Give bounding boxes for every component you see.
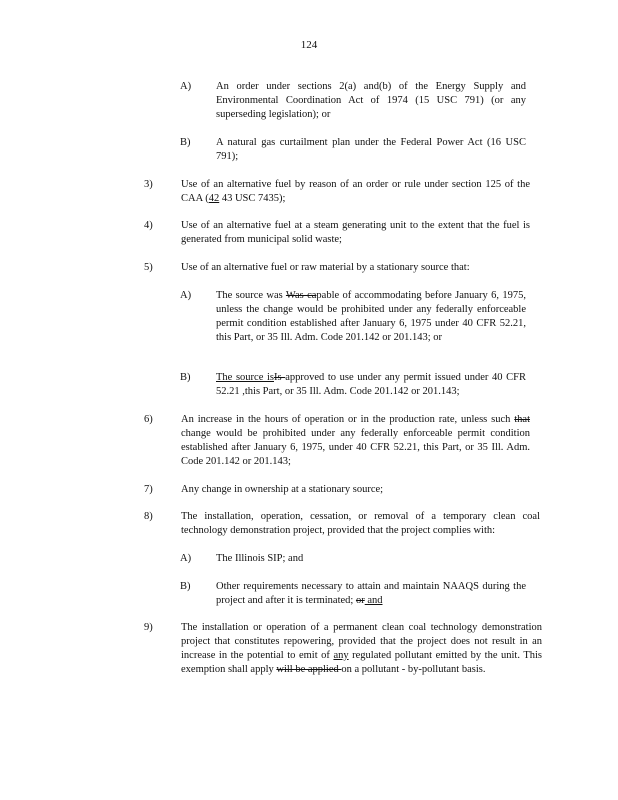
inserted-text: and <box>364 594 383 606</box>
text-part: approved to use under any permit issued under 40 CFR 52.21 ,this Part, or 35 Ill. Adm. Code 201.142 or 201.143; <box>216 372 527 397</box>
item-text: Use of an alternative fuel at a steam generating unit to the extent that the fuel is generated from municipal solid waste; <box>181 220 530 245</box>
item-label: B) <box>180 372 191 383</box>
item-text: An order under sections 2(a) and(b) of the Energy Supply and Environmental Coordination Act of 1974 (15 USC 791) (or any superseding legislation); or <box>216 81 526 120</box>
text-part: pable of accommodating before January 6, 1975, unless the change would be prohibited under any federally enforceable permit condition established after January 6, 1975 under 40 CFR 52.21, this Part, or 35 Ill. Adm. Code 201.142 or 201.143; or <box>216 290 527 343</box>
item-label: A) <box>180 290 192 301</box>
text-part: The installation or operation of a permanent clean coal technology demonstration project that constitutes repowering, provided that the project does not result in an increase in the potential to emit of <box>181 622 542 661</box>
text-part: change would be prohibited under any federally enforceable permit condition established after January 6, 1975, under 40 CFR 52.21, this Part, or 35 Ill. Adm. Code 201.142 or 201.143; <box>181 427 530 467</box>
item-label: B) <box>180 581 191 592</box>
deleted-text: will be applied <box>276 663 342 675</box>
inserted-text: The source is <box>216 372 274 383</box>
item-text <box>181 178 530 206</box>
inserted-text: any <box>333 649 349 661</box>
deleted-text: that <box>514 414 530 425</box>
text-part: regulated pollutant emitted by the unit. This exemption shall apply <box>181 649 542 675</box>
item-label: A) <box>180 81 192 92</box>
item-label: 5) <box>144 262 153 273</box>
item-text: The Illinois SIP; and <box>216 553 304 564</box>
item-text: Use of an alternative fuel or raw material by a stationary source that: <box>181 262 470 273</box>
inserted-text: 42 <box>208 192 220 204</box>
item-text <box>216 580 526 608</box>
item-label: A) <box>180 553 192 564</box>
text-part: on a pollutant - by-pollutant basis. <box>341 663 486 675</box>
item-label: 9) <box>144 622 153 633</box>
item-label: 6) <box>144 414 153 425</box>
item-label: B) <box>180 137 191 148</box>
item-text <box>181 621 542 676</box>
item-text: The installation, operation, cessation, or removal of a temporary clean coal technology demonstration project, provided that the project complies with: <box>181 511 540 536</box>
text-part: Use of an alternative fuel by reason of an order or rule under section 125 of the CAA ( <box>181 179 530 204</box>
deleted-text: Is <box>273 372 286 383</box>
text-part: An increase in the hours of operation or in the production rate, unless such <box>181 414 515 425</box>
item-label: 8) <box>144 511 153 522</box>
item-text <box>216 371 526 399</box>
item-text <box>181 413 530 468</box>
text-part: The source was <box>216 290 286 301</box>
text-part: Other requirements necessary to attain and maintain NAAQS during the project and after it is terminated; <box>216 581 526 606</box>
item-label: 7) <box>144 484 153 495</box>
deleted-text: Was ca <box>285 290 317 301</box>
item-text: A natural gas curtailment plan under the Federal Power Act (16 USC 791); <box>216 137 526 162</box>
item-text <box>216 289 526 344</box>
item-text: Any change in ownership at a stationary source; <box>181 484 384 495</box>
deleted-text: or <box>355 594 365 606</box>
page-number: 124 <box>300 39 318 51</box>
item-label: 4) <box>144 220 153 231</box>
item-label: 3) <box>144 179 153 190</box>
text-part: 43 USC 7435); <box>219 192 286 204</box>
